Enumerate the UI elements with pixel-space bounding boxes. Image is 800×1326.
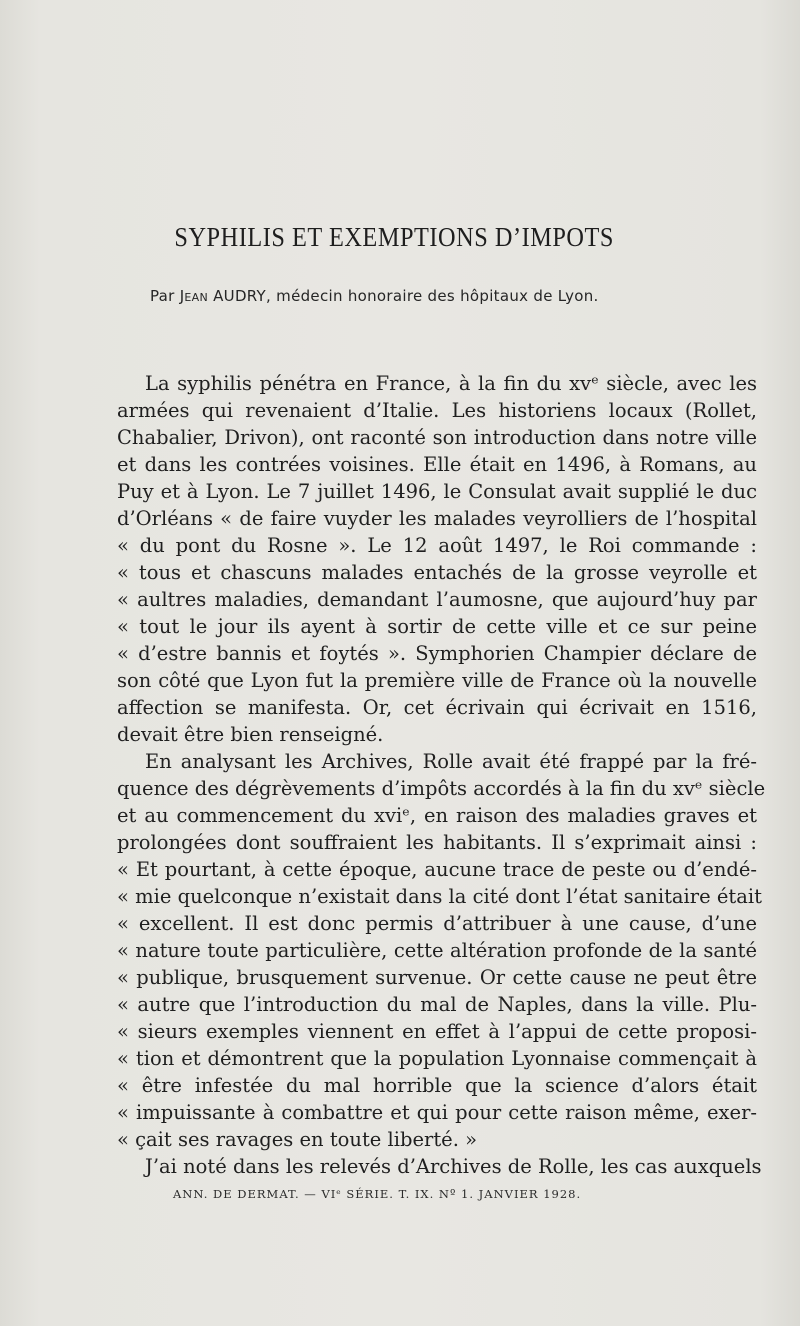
- byline-prefix: Par: [150, 287, 180, 305]
- text-line: « sieurs exemples viennent en effet à l’appui de cette proposi-: [117, 1020, 757, 1043]
- text-line: « autre que l’introduction du mal de Naples, dans la ville. Plu-: [117, 993, 757, 1016]
- author-first-name: Jean: [179, 287, 209, 305]
- text-line: « être infestée du mal horrible que la science d’alors était: [117, 1074, 757, 1097]
- text-line: La syphilis pénétra en France, à la fin du xvᵉ siècle, avec les: [145, 372, 757, 395]
- text-line: d’Orléans « de faire vuyder les malades veyrolliers de l’hospital: [117, 507, 757, 530]
- text-line: Chabalier, Drivon), ont raconté son introduction dans notre ville: [117, 426, 757, 449]
- text-line: prolongées dont souffraient les habitants. Il s’exprimait ainsi :: [117, 831, 757, 854]
- text-line: « impuissante à combattre et qui pour cette raison même, exer-: [117, 1101, 757, 1124]
- text-line: et dans les contrées voisines. Elle était en 1496, à Romans, au: [117, 453, 757, 476]
- text-line: affection se manifesta. Or, cet écrivain qui écrivait en 1516,: [117, 696, 757, 719]
- text-line: « nature toute particulière, cette altération profonde de la santé: [117, 939, 757, 962]
- text-line: « mie quelconque n’existait dans la cité dont l’état sanitaire était: [117, 885, 762, 908]
- text-line: « d’estre bannis et foytés ». Symphorien Champier déclare de: [117, 642, 757, 665]
- text-line: « tous et chascuns malades entachés de la grosse veyrolle et: [117, 561, 757, 584]
- article-body: [117, 370, 766, 1180]
- text-line: « Et pourtant, à cette époque, aucune trace de peste ou d’endé-: [117, 858, 757, 881]
- text-line: son côté que Lyon fut la première ville de France où la nouvelle: [117, 669, 757, 692]
- text-line: « tout le jour ils ayent à sortir de cette ville et ce sur peine: [117, 615, 757, 638]
- text-line: « çait ses ravages en toute liberté. »: [117, 1128, 478, 1151]
- page-footer: ANN. DE DERMAT. — VIᵉ SÉRIE. T. IX. Nº 1. JANVIER 1928.: [173, 1187, 582, 1201]
- article-title: SYPHILIS ET EXEMPTIONS D’IMPOTS: [174, 222, 614, 252]
- text-line: « tion et démontrent que la population Lyonnaise commençait à: [117, 1047, 757, 1070]
- text-line: « du pont du Rosne ». Le 12 août 1497, le Roi commande :: [117, 534, 757, 557]
- text-line: quence des dégrèvements d’impôts accordés à la fin du xvᵉ siècle: [117, 777, 766, 800]
- text-line: J’ai noté dans les relevés d’Archives de Rolle, les cas auxquels: [145, 1155, 762, 1178]
- text-line: Puy et à Lyon. Le 7 juillet 1496, le Consulat avait supplié le duc: [117, 480, 757, 503]
- byline-rest: AUDRY, médecin honoraire des hôpitaux de Lyon.: [208, 287, 599, 305]
- text-line: « publique, brusquement survenue. Or cette cause ne peut être: [117, 966, 757, 989]
- text-line: devait être bien renseigné.: [117, 723, 384, 746]
- text-line: « aultres maladies, demandant l’aumosne, que aujourd’huy par: [117, 588, 757, 611]
- text-line: armées qui revenaient d’Italie. Les historiens locaux (Rollet,: [117, 399, 757, 422]
- author-byline: [150, 287, 599, 305]
- text-line: et au commencement du xviᵉ, en raison des maladies graves et: [117, 804, 757, 827]
- text-line: « excellent. Il est donc permis d’attribuer à une cause, d’une: [117, 912, 757, 935]
- text-line: En analysant les Archives, Rolle avait été frappé par la fré-: [145, 750, 757, 773]
